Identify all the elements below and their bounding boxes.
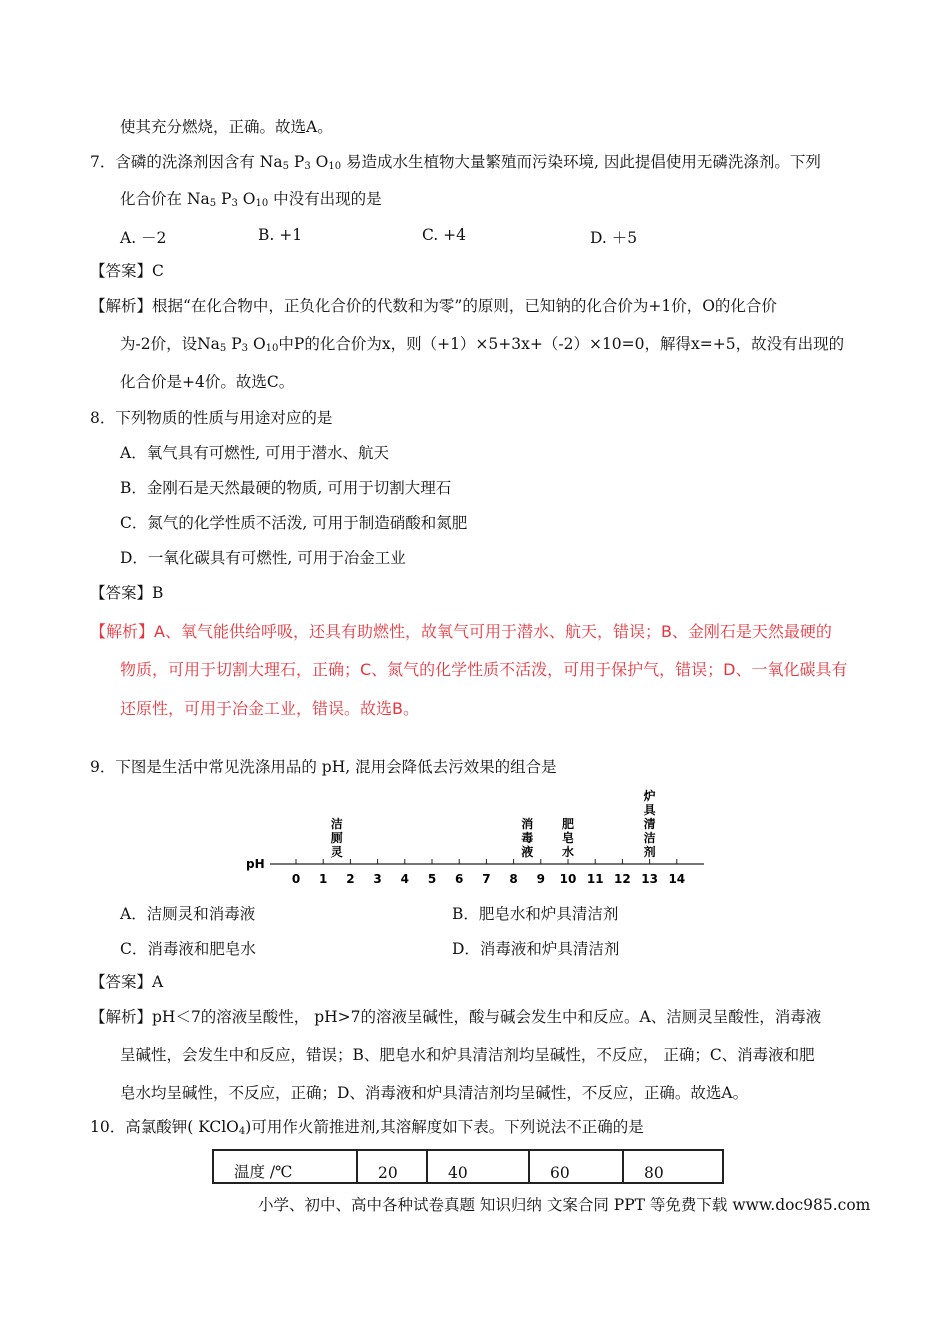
- q9-explanation-line2: 呈碱性，会发生中和反应，错误；B、肥皂水和炉具清洁剂均呈碱性，不反应， 正确；C、消毒液和肥: [120, 1046, 815, 1064]
- page-footer: 小学、初中、高中各种试卷真题 知识归纳 文案合同 PPT 等免费下载 www.doc985.com: [258, 1196, 871, 1214]
- ph-product-label: 灵: [330, 845, 343, 859]
- ph-tick-label: 2: [346, 872, 355, 886]
- q9-answer: 【答案】A: [90, 973, 164, 991]
- q7-option-a: A. －2: [120, 229, 167, 247]
- q7-option-b: B. +1: [258, 226, 303, 244]
- q8-option-a: A．氧气具有可燃性, 可用于潜水、航天: [120, 444, 390, 462]
- q10-stem: 10．高氯酸钾( KClO$_4$)可用作火箭推进剂,其溶解度如下表。下列说法不正确的是: [90, 1118, 644, 1137]
- q7-stem-line2: 化合价在 $Na_5$ $P_3$ $O_{10}$ 中没有出现的是: [120, 190, 382, 209]
- q8-stem: 8．下列物质的性质与用途对应的是: [90, 409, 333, 427]
- ph-product-label: 肥: [561, 817, 575, 831]
- q8-option-b: B．金刚石是天然最硬的物质, 可用于切割大理石: [120, 479, 452, 497]
- q8-explanation-line3: 还原性，可用于冶金工业，错误。故选B。: [120, 699, 419, 718]
- ph-product-label: 皂: [561, 831, 575, 845]
- q8-option-d: D．一氧化碳具有可燃性, 可用于冶金工业: [120, 549, 406, 567]
- ph-product-label: 剂: [643, 845, 656, 859]
- ph-product-label: 液: [521, 845, 534, 859]
- q9-option-b: B．肥皂水和炉具清洁剂: [452, 905, 619, 923]
- q9-explanation-line3: 皂水均呈碱性，不反应，正确；D、消毒液和炉具清洁剂均呈碱性，不反应，正确。故选A。: [120, 1084, 749, 1102]
- ph-tick-label: 5: [427, 872, 437, 886]
- q7-option-d: D. ＋5: [590, 229, 638, 247]
- ph-axis-label: pH: [246, 857, 265, 871]
- ph-product-label: 水: [561, 845, 575, 859]
- formula-na5p3o10: $Na_5$ $P_3$ $O_{10}$: [259, 153, 342, 172]
- ph-tick-label: 6: [455, 872, 464, 886]
- q9-stem: 9．下图是生活中常见洗涤用品的 pH, 混用会降低去污效果的组合是: [90, 758, 557, 776]
- ph-scale-diagram: [240, 780, 715, 890]
- q9-explanation-line1: 【解析】pH＜7的溶液呈酸性， pH>7的溶液呈碱性，酸与碱会发生中和反应。A、洁厕灵呈酸性，消毒液: [90, 1008, 822, 1026]
- q7-option-c: C. +4: [422, 226, 467, 244]
- q9-option-c: C．消毒液和肥皂水: [120, 940, 256, 958]
- q8-explanation-line2: 物质，可用于切割大理石，正确；C、氮气的化学性质不活泼，可用于保护气，错误；D、一氧化碳具有: [120, 660, 848, 679]
- ph-tick-label: 13: [641, 872, 658, 886]
- q8-option-c: C．氮气的化学性质不活泼, 可用于制造硝酸和氮肥: [120, 514, 468, 532]
- table-cell: 60: [529, 1150, 623, 1183]
- ph-product-label: 消: [521, 817, 534, 831]
- ph-product-label: 炉: [643, 789, 656, 803]
- prev-answer-continuation: 使其充分燃烧，正确。故选A。: [120, 118, 333, 136]
- q7-stem-line1: 7．含磷的洗涤剂因含有 $Na_5$ $P_3$ $O_{10}$ 易造成水生植物大量繁殖而污染环境, 因此提倡使用无磷洗涤剂。下列: [90, 153, 821, 172]
- solubility-table: [212, 1149, 724, 1184]
- ph-tick-label: 7: [482, 872, 491, 886]
- ph-product-label: 洁: [643, 831, 656, 845]
- ph-tick-label: 14: [668, 872, 686, 886]
- ph-product-label: 厕: [330, 831, 343, 845]
- ph-product-label: 洁: [330, 817, 343, 831]
- table-cell: 20: [357, 1150, 427, 1183]
- q7-explanation-line2: 为-2价，设$Na_5$ $P_3$ $O_{10}$中P的化合价为x，则（+1）×5+3x+（-2）×10=0，解得x=+5，故没有出现的: [120, 335, 845, 354]
- ph-product-label: 毒: [521, 831, 534, 845]
- ph-tick-label: 4: [400, 872, 409, 886]
- q7-answer: 【答案】C: [90, 262, 164, 280]
- ph-tick-label: 1: [319, 872, 328, 886]
- q7-explanation-line1: 【解析】根据“在化合物中，正负化合价的代数和为零”的原则，已知钠的化合价为+1价，O的化合价: [90, 297, 777, 315]
- q8-answer: 【答案】B: [90, 584, 164, 602]
- ph-tick-label: 10: [559, 872, 577, 886]
- ph-product-label: 清: [643, 817, 656, 831]
- ph-tick-label: 3: [373, 872, 382, 886]
- ph-tick-label: 12: [614, 872, 631, 886]
- table-row: [213, 1150, 723, 1183]
- formula-na5p3o10: $Na_5$ $P_3$ $O_{10}$: [186, 190, 269, 209]
- ph-tick-label: 0: [291, 872, 301, 886]
- formula-na5p3o10: $Na_5$ $P_3$ $O_{10}$: [197, 335, 279, 354]
- ph-tick-label: 9: [536, 872, 545, 886]
- q9-option-d: D．消毒液和炉具清洁剂: [452, 940, 620, 958]
- q8-explanation-line1: 【解析】A、氧气能供给呼吸，还具有助燃性，故氧气可用于潜水、航天，错误；B、金刚石是天然最硬的: [90, 622, 832, 641]
- q7-explanation-line3: 化合价是+4价。故选C。: [120, 373, 295, 391]
- ph-tick-label: 11: [586, 872, 604, 886]
- q9-option-a: A．洁厕灵和消毒液: [120, 905, 256, 923]
- table-cell: 40: [427, 1150, 529, 1183]
- ph-tick-label: 8: [509, 872, 518, 886]
- ph-product-label: 具: [643, 803, 656, 817]
- table-cell: 温度 /℃: [213, 1150, 357, 1183]
- table-cell: 80: [623, 1150, 723, 1183]
